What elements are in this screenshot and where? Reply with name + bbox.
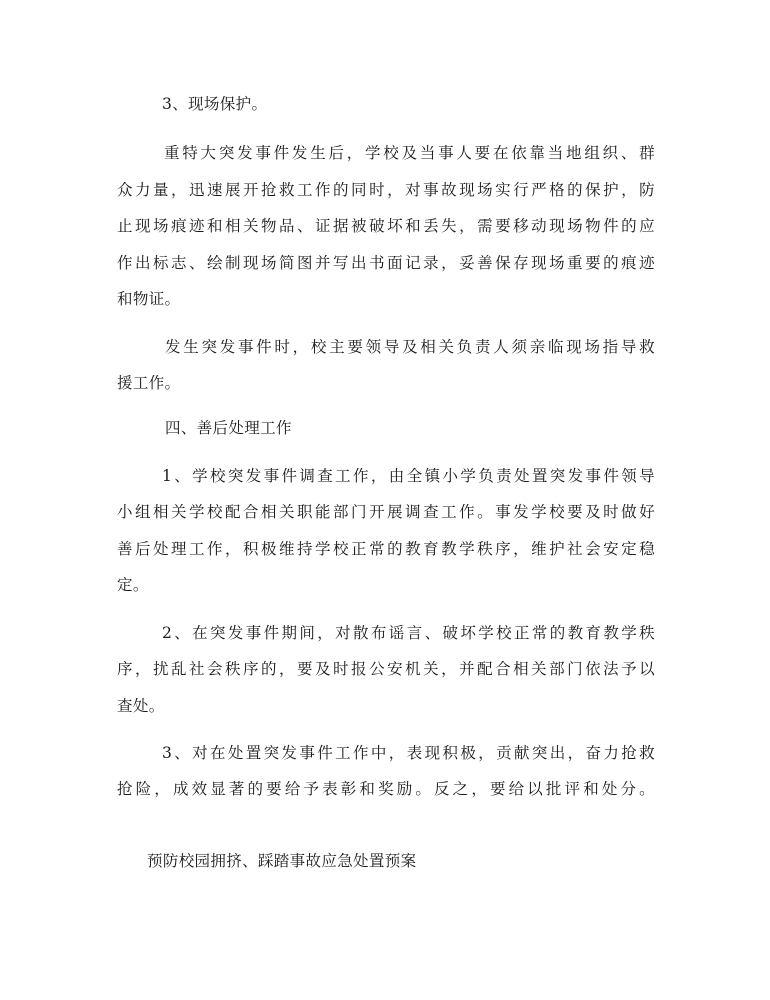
paragraph-line: 止现场痕迹和相关物品、证据被破坏和丢失，需要移动现场物件的应	[117, 217, 655, 235]
paragraph-line: 援工作。	[117, 374, 181, 392]
list-item-line: 小组相关学校配合相关职能部门开展调查工作。事发学校要及时做好	[117, 503, 655, 521]
paragraph-line: 发生突发事件时，校主要领导及相关负责人须亲临现场指导救	[165, 338, 655, 356]
list-item-line: 序，扰乱社会秩序的，要及时报公安机关，并配合相关部门依法予以	[117, 660, 655, 678]
paragraph-line: 作出标志、绘制现场简图并写出书面记录，妥善保存现场重要的痕迹	[117, 254, 655, 272]
list-item-line: 3、对在处置突发事件工作中，表现积极，贡献突出，奋力抢救	[162, 744, 655, 762]
list-item-line: 善后处理工作，积极维持学校正常的教育教学秩序，维护社会安定稳	[117, 540, 655, 558]
section-4-heading: 四、善后处理工作	[165, 419, 292, 437]
list-item-line: 定。	[117, 576, 149, 594]
list-item-line: 2、在突发事件期间，对散布谣言、破坏学校正常的教育教学秩	[162, 624, 655, 642]
paragraph-line: 重特大突发事件发生后，学校及当事人要在依靠当地组织、群	[164, 144, 655, 162]
next-section-title: 预防校园拥挤、踩踏事故应急处置预案	[147, 852, 417, 870]
paragraph-line: 众力量，迅速展开抢救工作的同时，对事故现场实行严格的保护，防	[117, 181, 655, 199]
list-item-line: 查处。	[117, 697, 165, 715]
section-3-heading: 3、现场保护。	[162, 95, 268, 113]
list-item-line: 1、学校突发事件调查工作，由全镇小学负责处置突发事件领导	[162, 467, 655, 485]
list-item-line: 抢险，成效显著的要给予表彰和奖励。反之，要给以批评和处分。	[117, 780, 655, 798]
paragraph-line: 和物证。	[117, 290, 181, 308]
